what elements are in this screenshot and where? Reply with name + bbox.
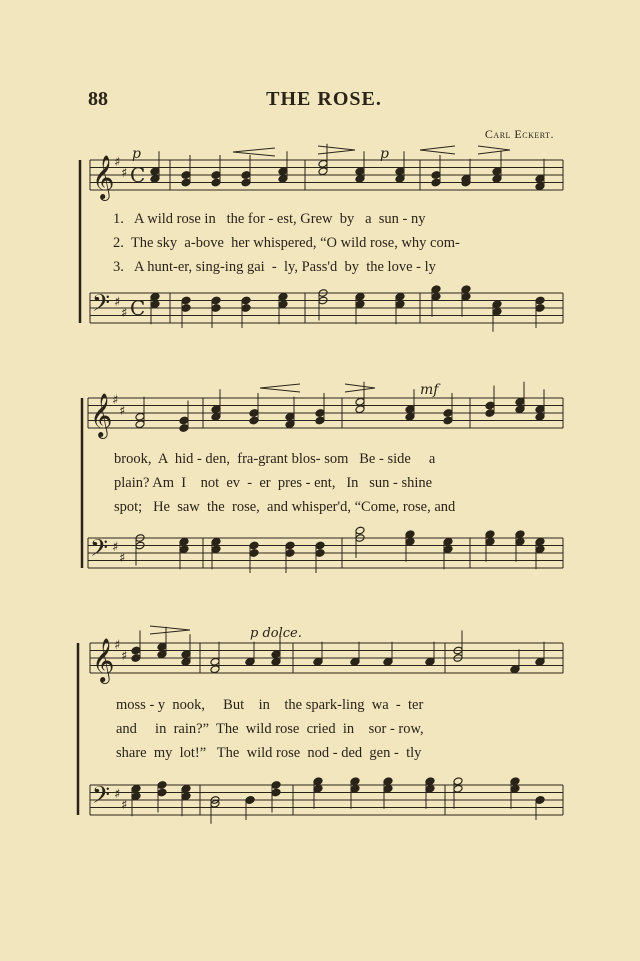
decrescendo-mark <box>478 146 510 154</box>
bass-clef-icon: 𝄢 <box>92 781 111 814</box>
sharp-icon: ♯ <box>112 393 119 408</box>
bass-clef-icon: 𝄢 <box>90 534 109 567</box>
decrescendo-mark <box>318 146 355 154</box>
crescendo-mark <box>420 146 455 154</box>
decrescendo-mark <box>345 384 375 392</box>
crescendo-mark <box>233 148 275 156</box>
dynamic-piano-dolce: p dolce. <box>250 626 302 641</box>
sharp-icon: ♯ <box>114 295 121 310</box>
lyric-line: plain? Am I not ev - er pres - ent, In sun - shine <box>114 475 433 491</box>
lyric-line: spot; He saw the rose, and whisper'd, “Come, rose, and <box>114 499 456 515</box>
treble-clef-icon: 𝄞 <box>92 155 115 199</box>
bass-clef-icon: 𝄢 <box>92 289 111 322</box>
sharp-icon: ♯ <box>114 155 121 170</box>
system-3-lyrics <box>116 697 424 765</box>
song-title: THE ROSE. <box>266 88 382 110</box>
lyric-line: moss - y nook, But in the spark-ling wa - ter <box>116 697 424 713</box>
lyric-line: share my lot!” The wild rose nod - ded gen - tly <box>116 745 422 761</box>
lyric-line: 3. A hunt-er, sing-ing gai - ly, Pass'd by the love - ly <box>113 259 436 275</box>
decrescendo-mark <box>150 626 190 634</box>
dynamic-mezzo-forte: mf <box>420 382 439 398</box>
composer-credit: Carl Eckert. <box>484 127 554 141</box>
lyric-line: and in rain?” The wild rose cried in sor - row, <box>116 721 424 737</box>
lyric-line: 1. A wild rose in the for - est, Grew by a sun - ny <box>113 211 426 227</box>
common-time-icon: C <box>130 296 146 320</box>
lyric-line: 2. The sky a-bove her whispered, “O wild rose, why com- <box>113 235 460 251</box>
dynamic-piano: p <box>380 146 389 162</box>
treble-clef-icon: 𝄞 <box>92 638 115 682</box>
sharp-icon: ♯ <box>121 306 128 321</box>
sharp-icon: ♯ <box>114 787 121 802</box>
sharp-icon: ♯ <box>112 540 119 555</box>
system-1-lyrics <box>113 211 460 279</box>
dynamic-piano: p <box>132 146 141 162</box>
sharp-icon: ♯ <box>121 649 128 664</box>
sharp-icon: ♯ <box>121 798 128 813</box>
crescendo-mark <box>260 384 300 392</box>
sharp-icon: ♯ <box>119 404 126 419</box>
sharp-icon: ♯ <box>119 551 126 566</box>
sharp-icon: ♯ <box>114 638 121 653</box>
lyric-line: brook, A hid - den, fra-grant blos- som Be - side a <box>114 451 436 467</box>
sharp-icon: ♯ <box>121 166 128 181</box>
common-time-icon: C <box>130 163 146 187</box>
system-2-lyrics <box>114 451 456 519</box>
page-number: 88 <box>88 88 108 110</box>
treble-clef-icon: 𝄞 <box>90 393 113 437</box>
